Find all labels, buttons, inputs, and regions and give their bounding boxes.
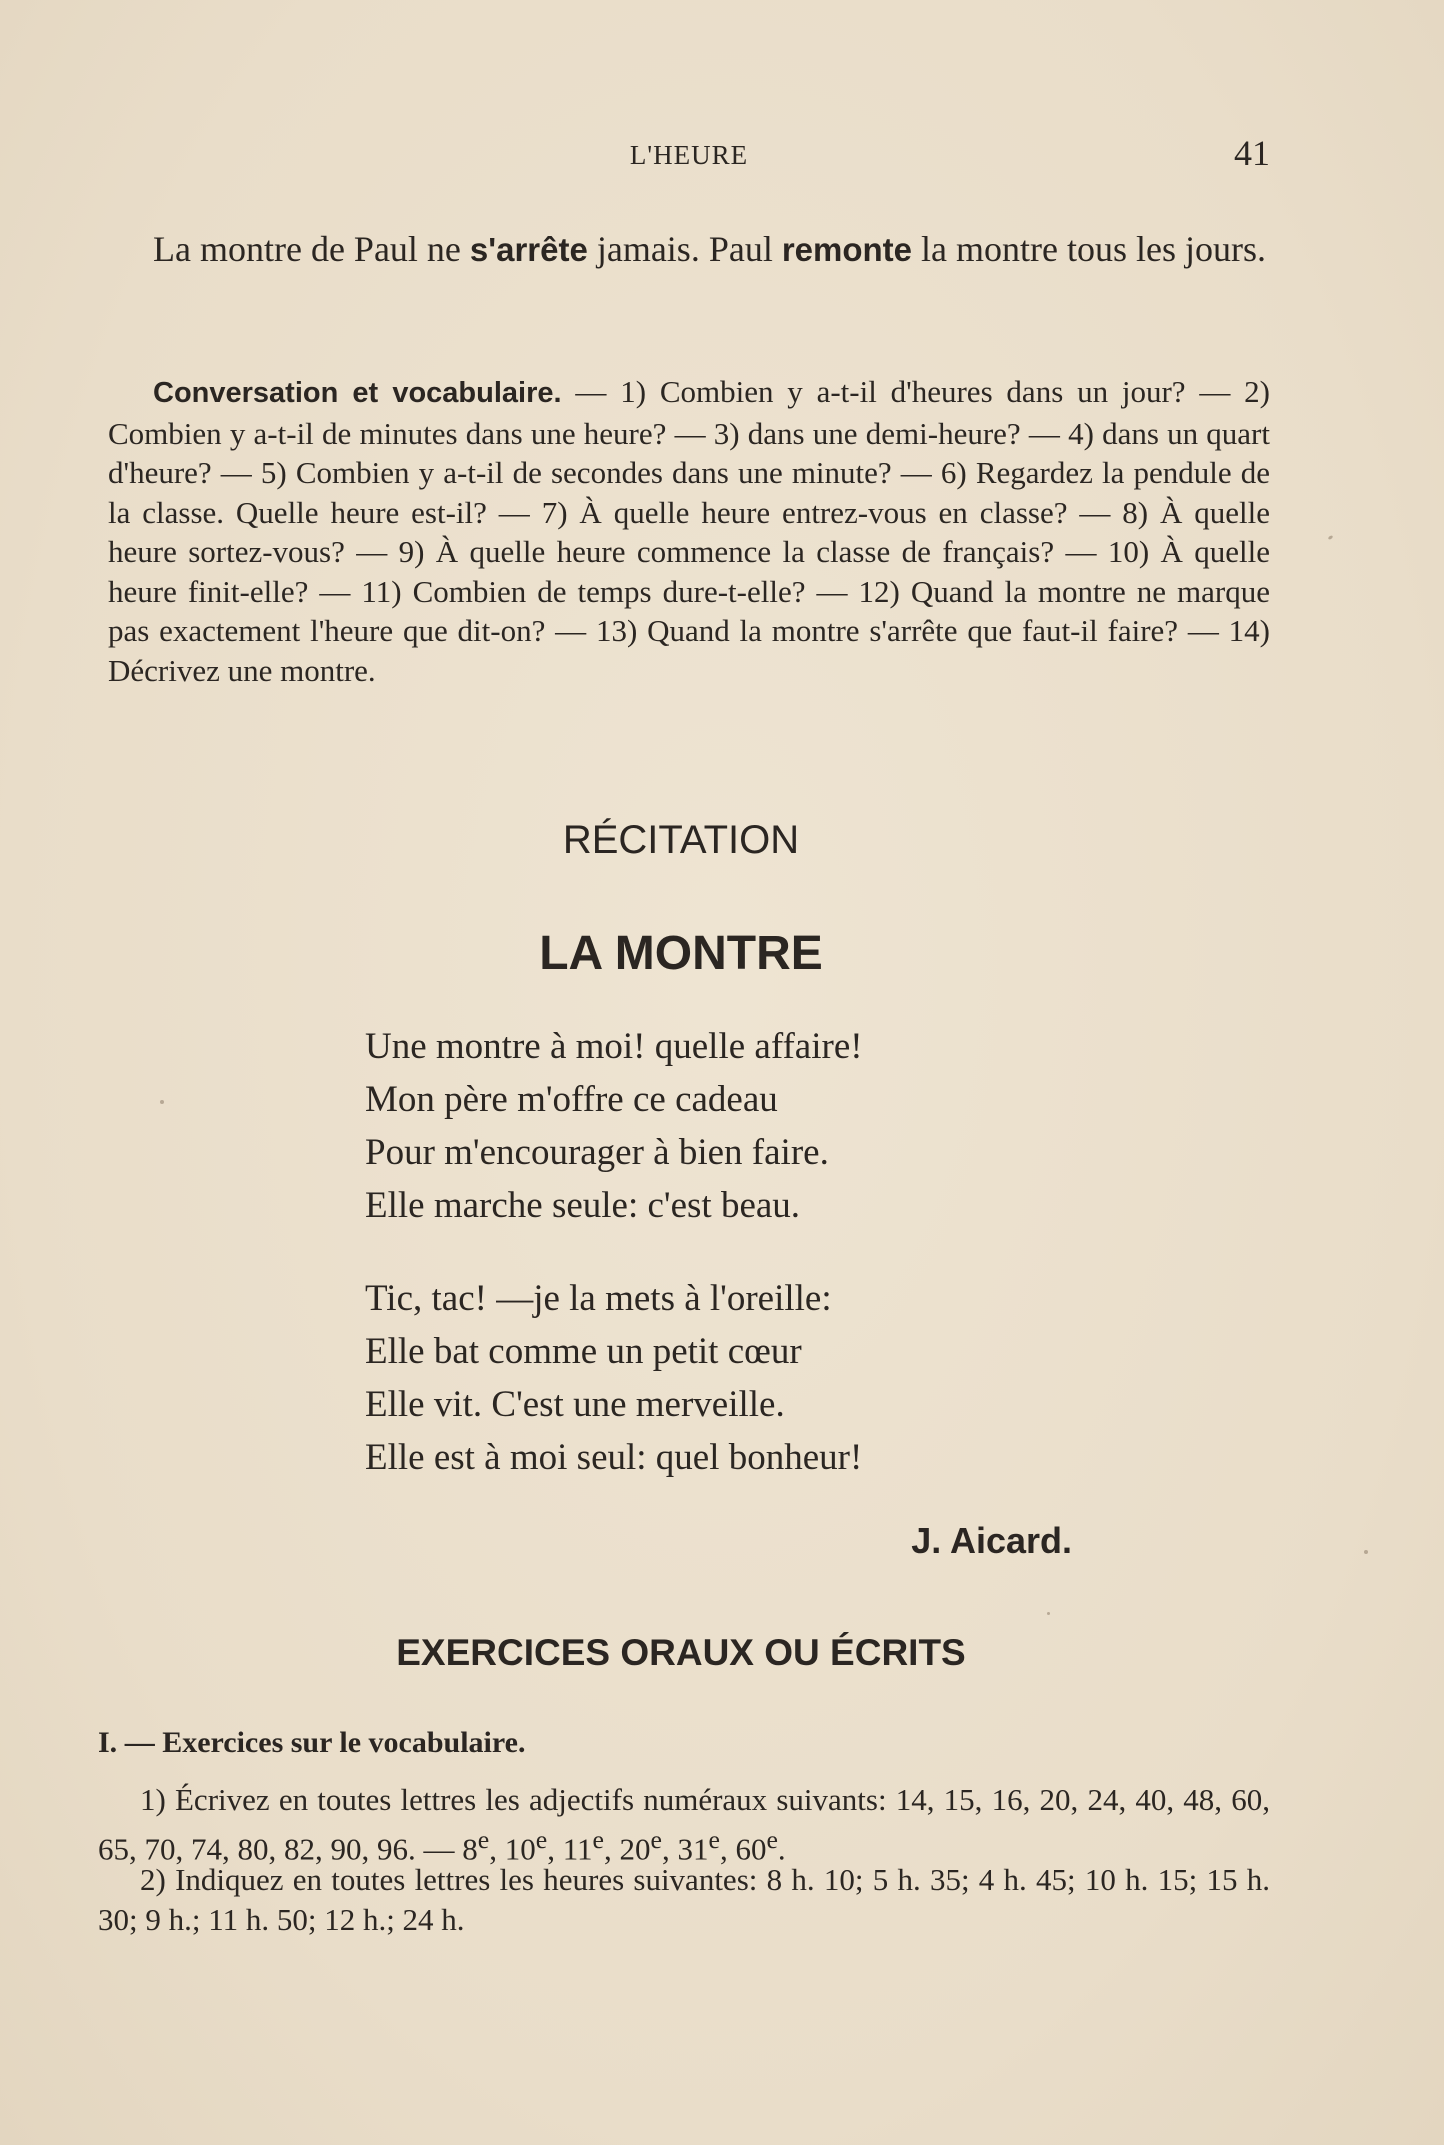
ordinal-number: 60 bbox=[735, 1831, 767, 1867]
ordinal-suffix: e bbox=[708, 1825, 720, 1854]
poem-line: Elle est à moi seul: quel bonheur! bbox=[365, 1437, 863, 1478]
poem-line: Elle bat comme un petit cœur bbox=[365, 1331, 802, 1372]
ordinal-number: 20 bbox=[619, 1831, 651, 1867]
conversation-paragraph bbox=[108, 372, 1270, 690]
exercise-section-title bbox=[98, 1726, 525, 1760]
exercise-1-text: 1) Écrivez en toutes lettres les adjectifs numéraux suivants: 14, 15, 16, 20, 24, 40, 48, 60, 65, 70, 74, 80, 82, 90, 96. — 8 bbox=[98, 1782, 1270, 1867]
poem-line: Elle vit. C'est une merveille. bbox=[365, 1384, 785, 1425]
page-header bbox=[108, 132, 1270, 172]
poem-line: Elle marche seule: c'est beau. bbox=[365, 1185, 801, 1226]
conversation-questions: — 1) Combien y a-t-il d'heures dans un jour? — 2) Combien y a-t-il de minutes dans une heure? — 3) dans une demi-heure? — 4) dans un quart d'heure? — 5) Combien y a-t-il de secondes dans une minute? — 6) Regardez la pendule de la classe. Quelle heure est-il? — 7) À quelle heure entrez-vous en classe? — 8) À quelle heure sortez-vous? — 9) À quelle heure commence la classe de français? — 10) À quelle heure finit-elle? — 11) Combien de temps dure-t-elle? — 12) Quand la montre ne marque pas exactement l'heure que dit-on? — 13) Quand la montre s'arrête que faut-il faire? — 14) Décrivez une montre. bbox=[108, 374, 1270, 688]
ordinal-suffix: e bbox=[766, 1825, 778, 1854]
stanza-1 bbox=[365, 1020, 1165, 1232]
ordinal-suffix: e bbox=[535, 1825, 548, 1854]
poem-title: LA MONTRE bbox=[539, 927, 823, 980]
intro-bold-1: s'arrête bbox=[469, 231, 588, 268]
ordinal-number: 10 bbox=[504, 1831, 536, 1867]
poem-line: Une montre à moi! quelle affaire! bbox=[365, 1026, 863, 1067]
exercise-section-number: I. bbox=[98, 1726, 118, 1759]
poem-line: Pour m'encourager à bien faire. bbox=[365, 1132, 829, 1173]
exercise-section-label: — Exercices sur le vocabulaire. bbox=[117, 1726, 526, 1759]
poem-author: J. Aicard. bbox=[911, 1520, 1072, 1561]
paper-speck bbox=[1047, 1612, 1050, 1615]
page-number: 41 bbox=[1234, 133, 1270, 173]
ordinal-suffix: e bbox=[650, 1825, 662, 1854]
ordinal-suffix: e bbox=[592, 1825, 605, 1854]
ordinal-suffix: e bbox=[477, 1825, 490, 1854]
exercise-item-1: 1) Écrivez en toutes lettres les adjectifs numéraux suivants: 14, 15, 16, 20, 24, 40, 48, 60, 65, 70, 74, 80, 82, 90, 96. — 8e, 10e, 11e, 20e, 31e, 60e. bbox=[98, 1782, 1270, 1867]
intro-paragraph bbox=[108, 225, 1270, 274]
intro-text-1: La montre de Paul ne bbox=[153, 229, 470, 269]
paper-speck bbox=[1328, 535, 1334, 540]
ordinal-number: 11 bbox=[562, 1831, 593, 1867]
recitation-heading: RÉCITATION bbox=[562, 818, 800, 862]
intro-bold-2: remonte bbox=[781, 231, 913, 268]
exercises-heading: EXERCICES ORAUX OU ÉCRITS bbox=[396, 1632, 966, 1673]
intro-text-3: la montre tous les jours. bbox=[912, 229, 1266, 269]
poem bbox=[365, 1020, 1165, 1484]
ordinal-number: 31 bbox=[677, 1831, 709, 1867]
poem-line: Mon père m'offre ce cadeau bbox=[365, 1079, 778, 1120]
running-title: L'HEURE bbox=[629, 140, 749, 170]
poem-line: Tic, tac! —je la mets à l'oreille: bbox=[365, 1278, 832, 1319]
conversation-label: Conversation et vocabulaire. bbox=[153, 377, 562, 409]
stanza-2 bbox=[365, 1272, 1165, 1484]
paper-speck bbox=[1364, 1550, 1368, 1554]
exercise-item-2: 2) Indiquez en toutes lettres les heures suivantes: 8 h. 10; 5 h. 35; 4 h. 45; 10 h. 15; 15 h. 30; 9 h.; 11 h. 50; 12 h.; 24 h. bbox=[98, 1862, 1270, 1937]
paper-speck bbox=[160, 1100, 164, 1104]
intro-text-2: jamais. Paul bbox=[587, 229, 782, 269]
